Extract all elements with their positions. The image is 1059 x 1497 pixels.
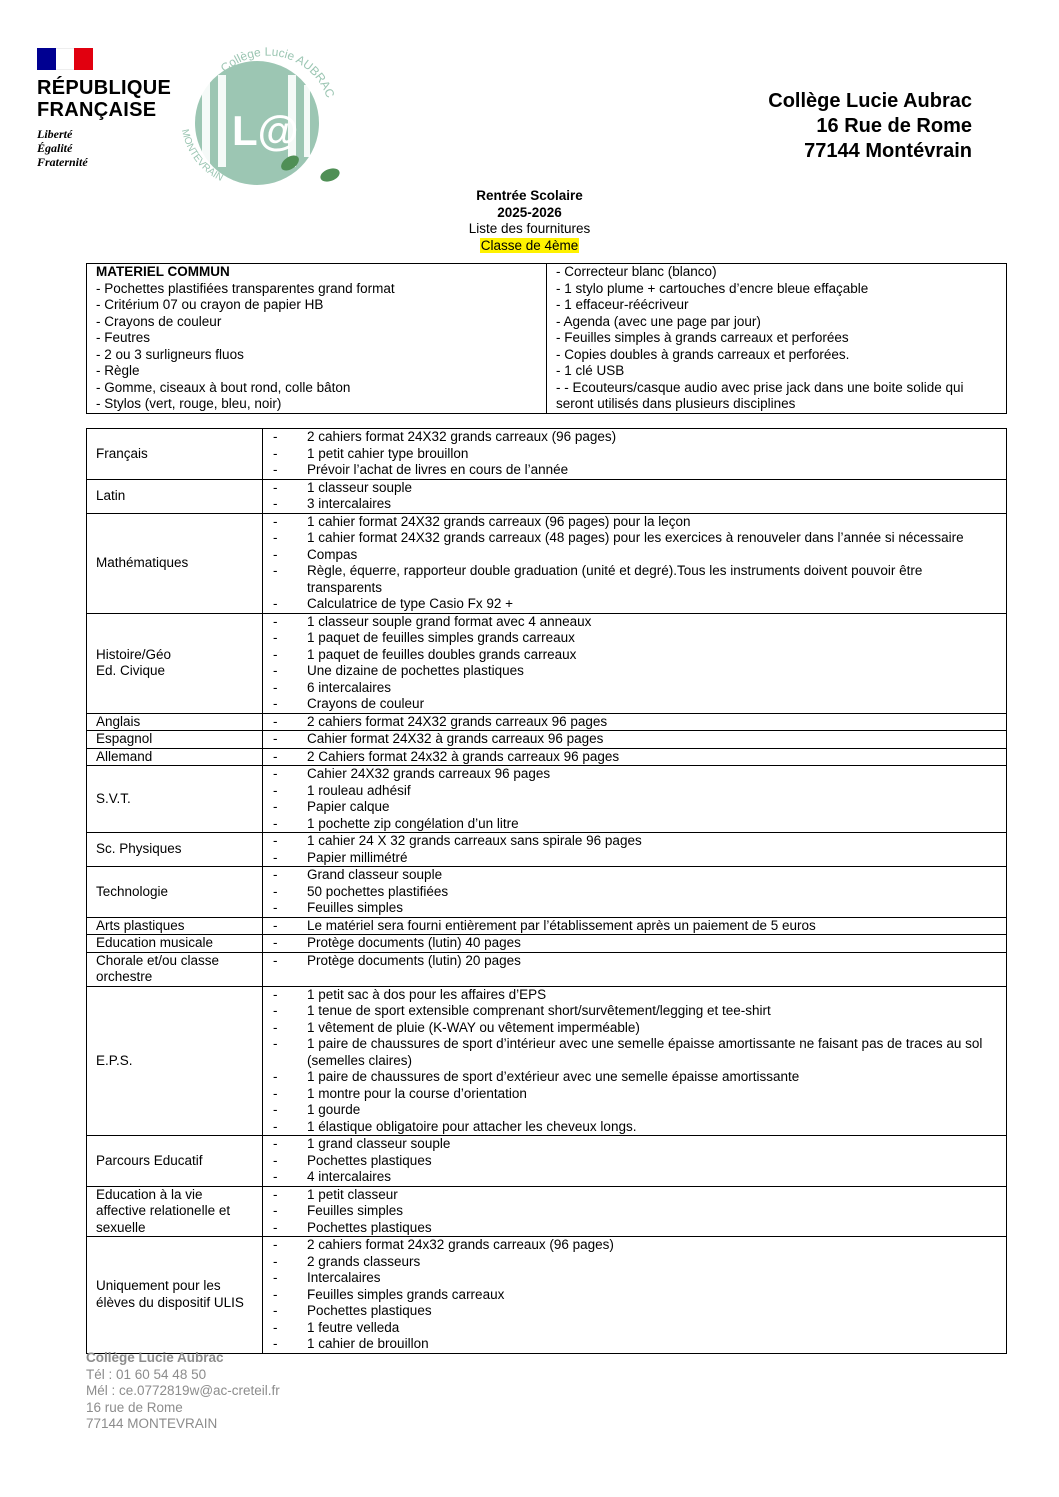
common-right-column [547,264,1007,414]
bullet-dash: - [273,429,278,444]
list-item [271,680,998,697]
bullet-dash: - [273,479,278,495]
list-item [271,1303,998,1320]
list-item [271,1237,998,1254]
list-item-text: Protège documents (lutin) 20 pages [307,952,521,968]
bullet-dash: - [273,917,278,933]
subject-items [263,731,1007,749]
subject-row [87,613,1007,713]
list-item [271,918,998,935]
bullet-dash: - [273,496,278,511]
list-item-text: 1 classeur souple [307,479,413,495]
list-item-text: 1 montre pour la course d’orientation [307,1085,527,1101]
bullet-dash: - [273,1019,278,1035]
subject-name: Anglais [87,713,263,731]
common-item: - Pochettes plastifiées transparentes grand format [96,280,395,296]
list-item [271,867,998,884]
list-item-text: 1 pochette zip congélation d’un litre [307,815,519,831]
list-item [271,900,998,917]
bullet-dash: - [273,1169,278,1184]
subject-row [87,479,1007,513]
subject-name: Allemand [87,748,263,766]
rf-motto: Liberté Égalité Fraternité [37,127,88,169]
subject-name: Parcours Educatif [87,1136,263,1187]
subject-items [263,748,1007,766]
list-item [271,663,998,680]
list-item-text: 2 grands classeurs [307,1253,421,1269]
bullet-dash: - [273,1203,278,1218]
bullet-dash: - [273,799,278,814]
common-item: - Feutres [96,330,151,345]
footer-tel: Tél : 01 60 54 48 50 [86,1366,207,1382]
subject-items [263,429,1007,480]
list-item [271,1254,998,1271]
subject-name: Education musicale [87,935,263,953]
list-item-text: 1 classeur souple grand format avec 4 anneaux [307,613,592,629]
subject-items [263,513,1007,613]
bullet-dash: - [273,445,278,461]
list-item [271,1136,998,1153]
list-item-text: Papier calque [307,799,390,814]
list-item-text: 1 petit sac à dos pour les affaires d’EPS [307,986,547,1002]
list-item-text: Pochettes plastiques [307,1152,432,1168]
subject-row [87,748,1007,766]
subject-items [263,613,1007,713]
list-item [271,1187,998,1204]
bullet-dash: - [273,748,278,764]
list-item-text: 4 intercalaires [307,1169,392,1184]
list-item [271,596,998,613]
list-item [271,480,998,497]
bullet-dash: - [273,1319,278,1335]
bullet-dash: - [273,952,278,968]
list-item [271,1169,998,1186]
list-item-text: 1 cahier de brouillon [307,1336,429,1351]
list-item [271,1119,998,1136]
list-item [271,987,998,1004]
college-logo-name: Collège Lucie AUBRAC [217,44,338,100]
list-item [271,1086,998,1103]
common-item: - Règle [96,363,140,378]
list-item-text: Prévoir l’achat de livres en cours de l’année [307,462,569,477]
bullet-dash: - [273,986,278,1002]
bullet-dash: - [273,462,278,477]
list-item [271,696,998,713]
list-item [271,462,998,479]
list-item-text: 1 élastique obligatoire pour attacher les cheveux longs. [307,1118,637,1134]
list-item [271,446,998,463]
subject-row [87,833,1007,867]
list-item-text: 1 paquet de feuilles doubles grands carreaux [307,646,577,662]
list-item-text: Cahier format 24X32 à grands carreaux 96 pages [307,731,604,746]
list-item-text: 1 cahier format 24X32 grands carreaux (48 pages) pour les exercices à renouveler dans l’année si nécessaire [307,530,964,545]
common-item: - - Ecouteurs/casque audio avec prise jack dans une boite solide qui seront utilisés dans plusieurs disciplines [556,379,964,411]
common-item: - Feuilles simples à grands carreaux et perforées [556,330,849,345]
list-item [271,1102,998,1119]
common-item: - Gomme, ciseaux à bout rond, colle bâton [96,379,351,395]
bullet-dash: - [273,815,278,831]
bullet-dash: - [273,1118,278,1134]
subject-name: Latin [87,479,263,513]
list-item [271,1220,998,1237]
common-item: - 1 effaceur-réécriveur [556,297,689,312]
bullet-dash: - [273,713,278,729]
list-item-text: Cahier 24X32 grands carreaux 96 pages [307,766,551,781]
list-item-text: 2 Cahiers format 24x32 à grands carreaux 96 pages [307,748,620,764]
subject-name: Arts plastiques [87,917,263,935]
list-item [271,749,998,766]
list-item-text: Pochettes plastiques [307,1219,432,1235]
french-flag-icon [37,48,93,70]
list-item-text: 2 cahiers format 24x32 grands carreaux (96 pages) [307,1237,614,1252]
subject-items [263,935,1007,953]
common-item: - 1 clé USB [556,363,625,378]
subject-row [87,1186,1007,1237]
list-item-text: 50 pochettes plastifiées [307,883,449,899]
bullet-dash: - [273,1152,278,1168]
bullet-dash: - [273,630,278,645]
list-item-text: 1 feutre velleda [307,1319,400,1335]
common-item: - Copies doubles à grands carreaux et perforées. [556,346,850,362]
bullet-dash: - [273,731,278,746]
list-item [271,1003,998,1020]
list-item [271,1020,998,1037]
list-item [271,783,998,800]
list-item-text: Grand classeur souple [307,867,443,882]
list-item [271,833,998,850]
subject-name: Mathématiques [87,513,263,613]
list-item-text: Feuilles simples [307,1203,404,1218]
subject-row [87,986,1007,1136]
bullet-dash: - [273,1102,278,1117]
bullet-dash: - [273,833,278,848]
bullet-dash: - [273,1336,278,1351]
list-item-text: Calculatrice de type Casio Fx 92 + [307,596,513,611]
list-item-text: Intercalaires [307,1270,381,1285]
bullet-dash: - [273,646,278,662]
list-item [271,1336,998,1353]
bullet-dash: - [273,679,278,695]
bullet-dash: - [273,1237,278,1252]
common-heading: MATERIEL COMMUN [96,264,230,279]
common-materials-table [86,263,1007,414]
footer-city: 77144 MONTEVRAIN [86,1416,218,1431]
footer-street: 16 rue de Rome [86,1399,183,1415]
footer-name: Collège Lucie Aubrac [86,1350,224,1365]
list-item-text: Une dizaine de pochettes plastiques [307,663,524,678]
bullet-dash: - [273,613,278,629]
list-item-text: 1 gourde [307,1102,361,1117]
subject-row [87,935,1007,953]
subject-row [87,1136,1007,1187]
subject-name: Education à la vie affective relationelle et sexuelle [87,1186,263,1237]
subject-row [87,731,1007,749]
list-item [271,935,998,952]
subject-row [87,867,1007,918]
subject-name: E.P.S. [87,986,263,1136]
bullet-dash: - [273,1219,278,1235]
common-item: - Critérium 07 ou crayon de papier HB [96,297,324,312]
college-logo-city: MONTEVRAIN [178,128,225,184]
list-item-text: 1 rouleau adhésif [307,782,411,798]
subject-name: Histoire/Géo Ed. Civique [87,613,263,713]
list-item [271,530,998,547]
subject-items [263,766,1007,833]
list-item [271,884,998,901]
list-item-text: 1 cahier format 24X32 grands carreaux (96 pages) pour la leçon [307,513,691,529]
subject-name: Technologie [87,867,263,918]
common-item: - Crayons de couleur [96,313,222,329]
subject-name: S.V.T. [87,766,263,833]
footer-mail: Mél : ce.0772819w@ac-creteil.fr [86,1383,280,1398]
rf-title: RÉPUBLIQUE FRANÇAISE [37,77,172,121]
subject-items [263,867,1007,918]
class-level-highlight: Classe de 4ème [480,237,579,253]
header-address: Collège Lucie Aubrac 16 Rue de Rome 77144 Montévrain [768,90,972,162]
subject-row [87,917,1007,935]
common-item: - Stylos (vert, rouge, bleu, noir) [96,396,282,411]
list-item [271,563,998,596]
list-item [271,1036,998,1069]
leaf-icon [319,166,340,184]
subject-items [263,1136,1007,1187]
bullet-dash: - [273,782,278,798]
subject-name: Sc. Physiques [87,833,263,867]
document-title: Rentrée Scolaire 2025-2026 Liste des fournitures Classe de 4ème [468,188,591,253]
bullet-dash: - [273,663,278,678]
list-item [271,647,998,664]
common-item: - 2 ou 3 surligneurs fluos [96,346,244,362]
list-item-text: 1 vêtement de pluie (K-WAY ou vêtement imperméable) [307,1019,640,1035]
subject-items [263,1186,1007,1237]
list-item [271,850,998,867]
common-item: - Correcteur blanc (blanco) [556,264,717,279]
college-logo-monogram: L@ [232,107,299,154]
bullet-dash: - [273,596,278,611]
subjects-table [86,428,1007,1354]
list-item [271,1069,998,1086]
list-item-text: 1 petit classeur [307,1186,398,1202]
list-item [271,714,998,731]
list-item-text: 1 paire de chaussures de sport d’extérieur avec une semelle épaisse amortissante [307,1069,800,1084]
list-item-text: Protège documents (lutin) 40 pages [307,935,521,950]
subject-name: Français [87,429,263,480]
bullet-dash: - [273,563,278,578]
list-item [271,731,998,748]
list-item [271,953,998,970]
bullet-dash: - [273,935,278,950]
list-item [271,766,998,783]
list-item-text: Feuilles simples [307,900,404,915]
subject-row [87,429,1007,480]
list-item-text: 6 intercalaires [307,679,392,695]
subject-row [87,766,1007,833]
list-item-text: 1 grand classeur souple [307,1136,451,1151]
list-item-text: Compas [307,546,358,562]
subject-items [263,479,1007,513]
subject-row [87,513,1007,613]
list-item-text: 1 paquet de feuilles simples grands carreaux [307,630,575,645]
bullet-dash: - [273,900,278,915]
list-item [271,614,998,631]
list-item-text: 1 paire de chaussures de sport d’intérieur avec une semelle épaisse amortissante ne faisant pas de traces au sol (semelles claires) [307,1036,983,1068]
subject-row [87,952,1007,986]
list-item [271,1287,998,1304]
list-item-text: Crayons de couleur [307,696,425,711]
bullet-dash: - [273,1036,278,1051]
bullet-dash: - [273,849,278,865]
list-item [271,1270,998,1287]
list-item [271,1320,998,1337]
list-item [271,514,998,531]
college-logo [170,35,340,195]
bullet-dash: - [273,1136,278,1151]
list-item [271,547,998,564]
subject-items [263,1237,1007,1354]
list-item-text: Le matériel sera fourni entièrement par l’établissement après un paiement de 5 euros [307,917,816,933]
bullet-dash: - [273,1085,278,1101]
list-item [271,1203,998,1220]
common-item: - 1 stylo plume + cartouches d’encre bleue effaçable [556,280,869,296]
subject-name: Uniquement pour les élèves du dispositif ULIS [87,1237,263,1354]
list-item-text: 1 petit cahier type brouillon [307,445,469,461]
bullet-dash: - [273,513,278,529]
common-left-column [87,264,547,414]
subject-items [263,917,1007,935]
bullet-dash: - [273,696,278,711]
list-item-text: Règle, équerre, rapporteur double graduation (unité et degré).Tous les instruments doivent pouvoir être transparents [307,563,923,595]
list-item [271,799,998,816]
bullet-dash: - [273,1303,278,1318]
bullet-dash: - [273,1186,278,1202]
list-item [271,630,998,647]
republique-francaise-logo [37,48,177,183]
list-item-text: 1 tenue de sport extensible comprenant short/survêtement/legging et tee-shirt [307,1003,771,1018]
bullet-dash: - [273,1069,278,1084]
list-item [271,816,998,833]
list-item-text: 1 cahier 24 X 32 grands carreaux sans spirale 96 pages [307,833,642,848]
list-item-text: 2 cahiers format 24X32 grands carreaux 96 pages [307,713,608,729]
bullet-dash: - [273,530,278,545]
subject-items [263,952,1007,986]
common-item: - Agenda (avec une page par jour) [556,313,761,329]
bullet-dash: - [273,546,278,562]
subject-items [263,713,1007,731]
bullet-dash: - [273,1270,278,1285]
bullet-dash: - [273,867,278,882]
list-item-text: Feuilles simples grands carreaux [307,1286,505,1302]
footer-contact [86,1350,280,1433]
list-item-text: 3 intercalaires [307,496,392,511]
subject-items [263,986,1007,1136]
list-item-text: Pochettes plastiques [307,1303,432,1318]
subject-row [87,1237,1007,1354]
bullet-dash: - [273,766,278,781]
subject-name: Chorale et/ou classe orchestre [87,952,263,986]
bullet-dash: - [273,1253,278,1269]
subject-items [263,833,1007,867]
subject-row [87,713,1007,731]
bullet-dash: - [273,883,278,899]
list-item [271,429,998,446]
bullet-dash: - [273,1286,278,1302]
list-item [271,1153,998,1170]
bullet-dash: - [273,1003,278,1018]
list-item-text: 2 cahiers format 24X32 grands carreaux (96 pages) [307,429,617,444]
list-item [271,496,998,513]
subject-name: Espagnol [87,731,263,749]
list-item-text: Papier millimétré [307,849,408,865]
